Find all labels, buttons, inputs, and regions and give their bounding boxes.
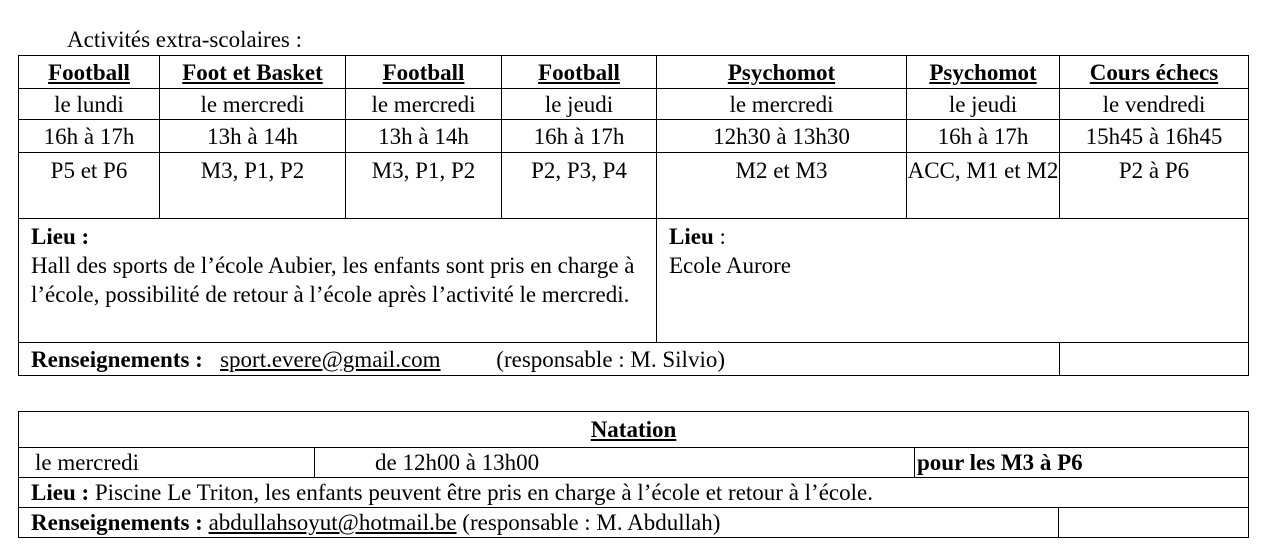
activity-day: le lundi [19, 89, 160, 120]
location-right [657, 219, 1249, 343]
activity-time: 16h à 17h [19, 120, 160, 153]
contact-person: (responsable : M. Abdullah) [456, 510, 721, 535]
activity-classes: P2, P3, P4 [502, 153, 657, 219]
activity-day-row [19, 89, 1249, 120]
email-link[interactable]: sport.evere@gmail.com [220, 346, 441, 372]
contact-cell [19, 343, 1060, 376]
activity-classes-row [19, 153, 1249, 219]
location-label: Lieu [669, 224, 714, 249]
location-label: Lieu : [31, 224, 90, 249]
location-text: Piscine Le Triton, les enfants peuvent être pris en charge à l’école et retour à l’école. [89, 480, 873, 505]
activity-day: le mercredi [160, 89, 346, 120]
activity-name: Football [502, 56, 657, 89]
swimming-table [18, 411, 1249, 538]
location-colon: : [713, 224, 726, 249]
activity-day: le vendredi [1060, 89, 1249, 120]
activity-classes: M3, P1, P2 [160, 153, 346, 219]
activity-time: 13h à 14h [346, 120, 502, 153]
swimming-day: le mercredi [19, 448, 315, 478]
location-text: Hall des sports de l’école Aubier, les enfants sont pris en charge à l’école, possibilité de retour à l’école après l’activité le mercredi. [31, 253, 635, 307]
activity-name: Foot et Basket [160, 56, 346, 89]
empty-cell [1059, 508, 1249, 538]
activity-time: 13h à 14h [160, 120, 346, 153]
activity-day: le jeudi [502, 89, 657, 120]
activity-name: Psychomot [907, 56, 1060, 89]
activity-time: 16h à 17h [502, 120, 657, 153]
activity-name: Football [19, 56, 160, 89]
activity-name: Football [346, 56, 502, 89]
contact-label: Renseignements : [31, 346, 203, 372]
activity-time: 15h45 à 16h45 [1060, 120, 1249, 153]
contact-row [19, 343, 1249, 376]
section-intro: Activités extra-scolaires : [67, 27, 303, 52]
location-text: Ecole Aurore [669, 253, 791, 278]
location-label: Lieu : [31, 480, 90, 505]
activity-time: 12h30 à 13h30 [657, 120, 907, 153]
email-link[interactable]: abdullahsoyut@hotmail.be [208, 510, 457, 535]
swimming-time: de 12h00 à 13h00 [315, 448, 915, 478]
location-left [19, 219, 657, 343]
activity-time-row [19, 120, 1249, 153]
swimming-title-row [19, 412, 1249, 448]
activity-classes: ACC, M1 et M2 [907, 153, 1060, 219]
swimming-location-row [19, 478, 1249, 508]
contact-person: (responsable : M. Silvio) [496, 346, 725, 372]
activity-name: Psychomot [657, 56, 907, 89]
swimming-contact [19, 508, 1059, 538]
swimming-contact-row [19, 508, 1249, 538]
swimming-location [19, 478, 1249, 508]
activity-day: le jeudi [907, 89, 1060, 120]
activity-classes: M3, P1, P2 [346, 153, 502, 219]
activity-classes: M2 et M3 [657, 153, 907, 219]
swimming-title: Natation [19, 412, 1249, 448]
activity-time: 16h à 17h [907, 120, 1060, 153]
activity-name: Cours échecs [1060, 56, 1249, 89]
activity-day: le mercredi [657, 89, 907, 120]
activity-classes: P5 et P6 [19, 153, 160, 219]
contact-label: Renseignements : [31, 510, 203, 535]
activity-name-row [19, 56, 1249, 89]
location-row [19, 219, 1249, 343]
activity-classes: P2 à P6 [1060, 153, 1249, 219]
activities-table [18, 55, 1249, 376]
empty-cell [1060, 343, 1249, 376]
swimming-classes: pour les M3 à P6 [915, 448, 1249, 478]
activity-day: le mercredi [346, 89, 502, 120]
swimming-schedule-row [19, 448, 1249, 478]
